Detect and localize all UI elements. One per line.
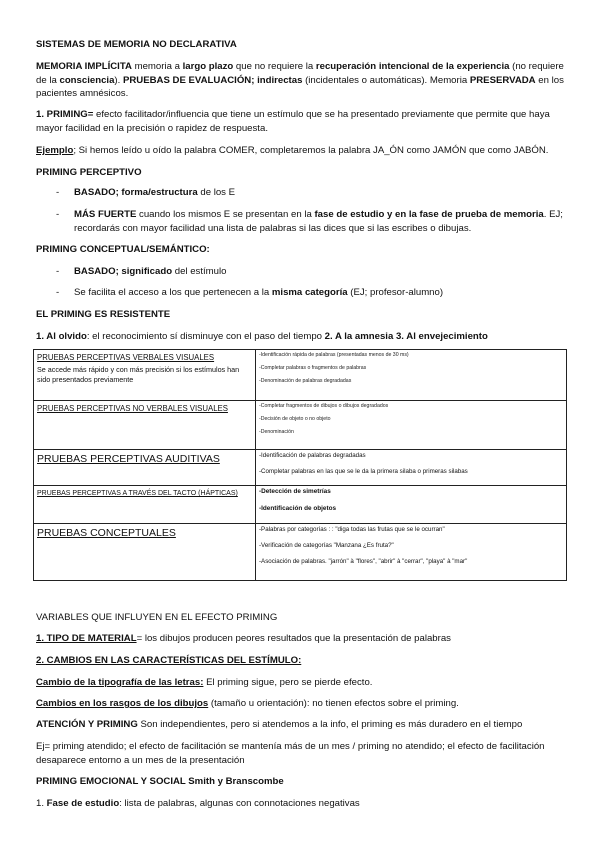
row-item: -Denominación [259, 429, 294, 435]
pruebas-table [33, 349, 567, 581]
resistente-heading: EL PRIMING ES RESISTENTE [36, 309, 171, 320]
row-item: -Verificación de categorías "Manzana ¿Es fruta?" [259, 542, 394, 549]
bullet-text: de los E [197, 187, 236, 198]
priming-definition [36, 108, 568, 135]
table-cell-items [256, 350, 567, 401]
perceptivo-bullet-2 [56, 208, 584, 235]
rasgos-text: (tamaño u orientación): no tienen efectos sobre el priming. [208, 698, 459, 709]
cambios-heading: 2. CAMBIOS EN LAS CARACTERÍSTICAS DEL ESTÍMULO: [36, 655, 302, 666]
fase-prefix: 1. [36, 798, 47, 809]
table-row [34, 486, 567, 524]
intro-text: (incidentales o automáticas). Memoria [302, 74, 470, 86]
dash: - [56, 287, 60, 298]
memoria-implicita-term: MEMORIA IMPLÍCITA [36, 61, 132, 72]
table-cell-items [256, 401, 567, 450]
example-text: ; Si hemos leído u oído la palabra COMER, completaremos la palabra JA_ÓN como JAMÓN que como JABÓN. [73, 145, 549, 156]
table-cell-items [256, 486, 567, 524]
amnesia-term: 2. A la amnesia [324, 331, 394, 342]
row-title: PRUEBAS CONCEPTUALES [37, 527, 176, 539]
row-item: -Denominación de palabras degradadas [259, 378, 352, 384]
bullet-bold: misma categoría [271, 287, 348, 298]
conceptual-bullet-1 [56, 265, 584, 279]
priming-text: efecto facilitador/influencia que tiene un estímulo que se ha presentado previamente que permite que haya mayor facilidad en la precisión o rapidez de respuesta. [36, 109, 550, 134]
row-item: -Asociación de palabras. "jarrón" à "flores", "abrir" à "cerrar", "playa" à "mar" [259, 558, 468, 565]
atencion-text: Son independientes, pero si atendemos a la info, el priming es más duradero en el tiempo [137, 719, 523, 730]
table-cell-items [256, 524, 567, 581]
row-item: -Identificación de objetos [259, 505, 337, 512]
page-title: SISTEMAS DE MEMORIA NO DECLARATIVA [36, 39, 237, 50]
row-item: -Completar palabras o fragmentos de palabras [259, 365, 367, 371]
atencion-label: ATENCIÓN Y PRIMING [36, 719, 138, 730]
row-item: -Palabras por categorías : : "diga todas las frutas que se le ocurran" [259, 526, 445, 533]
fase-text: : lista de palabras, algunas con connotaciones negativas [119, 798, 360, 809]
intro-text: en los pacientes amnésicos. [36, 74, 564, 99]
bullet-bold: fase de estudio y en la fase de prueba de memoria [314, 209, 544, 220]
recuperacion-term: recuperación intencional de la experiencia [315, 61, 510, 72]
table-cell-title [34, 524, 256, 581]
preservada-term: PRESERVADA [469, 74, 536, 86]
row-item: -Detección de simetrías [259, 488, 331, 495]
bullet-text: del estímulo [172, 266, 227, 277]
table-row [34, 450, 567, 486]
conceptual-bullet-2 [56, 286, 584, 300]
rasgos-label: Cambios en los rasgos de los dibujos [36, 698, 209, 709]
intro-paragraph [36, 60, 568, 101]
bullet-bold: BASADO; forma/estructura [74, 187, 198, 198]
perceptivo-heading: PRIMING PERCEPTIVO [36, 167, 142, 178]
resistente-text: : el reconocimiento sí disminuye con el paso del tiempo [86, 331, 325, 342]
ejemplo-atencion-paragraph: Ej= priming atendido; el efecto de facilitación se mantenía más de un mes / priming no atendido; el efecto de facilitación desaparece entorno a un mes de la presentación [36, 741, 545, 766]
dash: - [56, 266, 60, 277]
emocional-heading: PRIMING EMOCIONAL Y SOCIAL Smith y Branscombe [36, 776, 284, 787]
row-item: -Completar palabras en las que se le da la primera silaba o primeras silabas [259, 468, 468, 475]
example-paragraph [36, 144, 568, 158]
table-cell-title [34, 450, 256, 486]
rasgos-line [36, 697, 568, 711]
consciencia-term: consciencia [59, 74, 115, 86]
table-cell-items [256, 450, 567, 486]
tipografia-line [36, 676, 568, 690]
bullet-text: (EJ; profesor-alumno) [347, 287, 444, 298]
example-label: Ejemplo [36, 145, 74, 156]
bullet-text: . EJ; recordarás con mayor facilidad una lista de palabras si las dices que si las escribes o dibujas. [74, 209, 563, 234]
tipo-material-line [36, 632, 568, 646]
table-row [34, 350, 567, 401]
row-item: -Decisión de objeto o no objeto [259, 416, 331, 422]
row-item: -Completar fragmentos de dibujos o dibujos degradados [259, 403, 389, 409]
dash: - [56, 187, 60, 198]
row-title: PRUEBAS PERCEPTIVAS NO VERBALES VISUALES [37, 404, 228, 413]
olvido-term: 1. Al olvido [36, 331, 87, 342]
table-row [34, 524, 567, 581]
atencion-line [36, 718, 568, 732]
dash: - [56, 209, 60, 220]
table-cell-title [34, 350, 256, 401]
fase-estudio-line [36, 797, 568, 811]
largo-plazo-term: largo plazo [182, 61, 234, 72]
perceptivo-bullet-1 [56, 186, 584, 200]
bullet-text: Se facilita el acceso a los que pertenecen a la [74, 287, 272, 298]
priming-label: 1. PRIMING= [36, 109, 94, 120]
row-title: PRUEBAS PERCEPTIVAS AUDITIVAS [37, 453, 220, 465]
row-title: PRUEBAS PERCEPTIVAS A TRAVÉS DEL TACTO (HÁPTICAS) [37, 490, 238, 497]
envejecimiento-term: 3. Al envejecimiento [393, 331, 488, 342]
intro-text: memoria a [131, 61, 183, 72]
bullet-bold: BASADO; significado [74, 266, 173, 277]
table-cell-title [34, 401, 256, 450]
intro-text: ). [114, 74, 123, 86]
bullet-text: cuando los mismos E se presentan en la [136, 209, 315, 220]
row-subtitle: Se accede más rápido y con más precisión si los estímulos han sido presentados previamente [37, 365, 240, 384]
pruebas-evaluacion-term: PRUEBAS DE EVALUACIÓN; indirectas [122, 74, 303, 86]
tipografia-text: El priming sigue, pero se pierde efecto. [203, 677, 373, 688]
row-title: PRUEBAS PERCEPTIVAS VERBALES VISUALES [37, 353, 215, 362]
conceptual-heading: PRIMING CONCEPTUAL/SEMÁNTICO: [36, 244, 210, 255]
resistente-line [36, 330, 568, 344]
variables-heading: VARIABLES QUE INFLUYEN EN EL EFECTO PRIMING [36, 612, 278, 623]
row-item: -Identificación de palabras degradadas [259, 452, 366, 459]
tipografia-label: Cambio de la tipografía de las letras: [36, 677, 204, 688]
intro-text: (no requiere de la [36, 61, 564, 86]
intro-text: que no requiere la [233, 61, 316, 72]
tipo-material-label: 1. TIPO DE MATERIAL [36, 633, 137, 644]
table-row [34, 401, 567, 450]
bullet-bold: MÁS FUERTE [74, 209, 137, 220]
tipo-material-text: = los dibujos producen peores resultados que la presentación de palabras [136, 633, 451, 644]
table-cell-title [34, 486, 256, 524]
row-item: -Identificación rápida de palabras (presentadas menos de 30 ms) [259, 352, 409, 358]
fase-label: Fase de estudio [46, 798, 120, 809]
